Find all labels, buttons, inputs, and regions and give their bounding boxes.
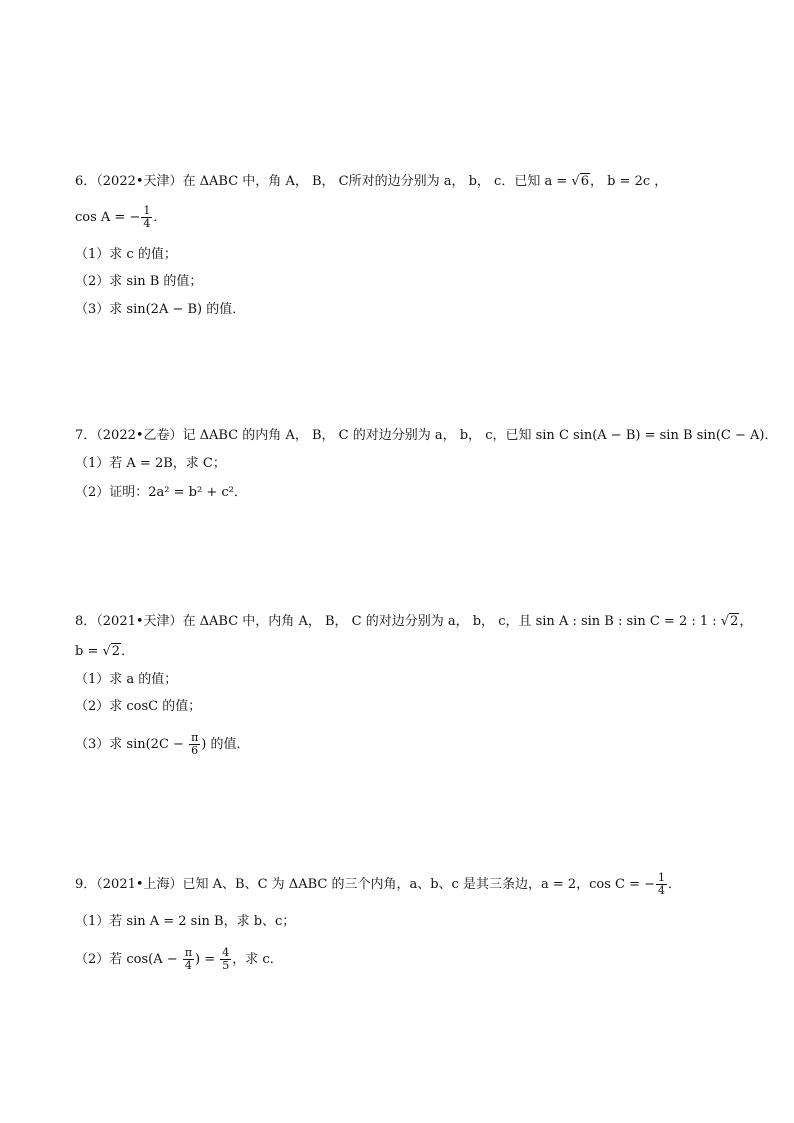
fraction-denominator: 6 (191, 744, 199, 757)
text-segment: （1）求 c 的值； (75, 247, 177, 262)
fraction-denominator: 4 (658, 884, 666, 897)
fraction (656, 872, 667, 897)
problem-line (75, 642, 134, 662)
radical-sign-icon: √ (720, 614, 730, 629)
text-segment: 8．（2021•天津）在 ΔABC 中，内角 A， B， C 的对边分别为 a， b， c，且 sin A : sin B : sin C = 2 : 1 : (75, 614, 721, 629)
text-segment: 6．（2022•天津）在 ΔABC 中，角 A， B， C所对的边分别为 a， b， c．已知 a = (75, 174, 572, 189)
fraction-numerator: 1 (658, 871, 666, 884)
text-segment: cos A = − (75, 210, 141, 225)
text-segment: ) 的值． (201, 737, 250, 752)
text-segment: 7．（2022•乙卷）记 ΔABC 的内角 A， B， C 的对边分别为 a， b， c，已知 sin C sin(A − B) = sin B sin(C − A)． (75, 428, 778, 443)
radical-sign-icon: √ (571, 174, 580, 189)
text-segment: （2）求 sin B 的值； (75, 274, 203, 289)
fraction-denominator: 5 (222, 959, 230, 972)
problem-statement (75, 871, 682, 897)
radicand: 6 (580, 174, 589, 189)
problem-statement (75, 612, 752, 632)
fraction-denominator: 4 (184, 959, 192, 972)
text-segment: ，求 c． (232, 952, 283, 967)
radical-sign-icon: √ (102, 644, 111, 659)
text-segment: （3）求 sin(2C − (75, 737, 189, 752)
fraction (183, 947, 194, 972)
problem-line (75, 912, 295, 932)
problem-line (75, 245, 177, 265)
text-segment: ． (668, 877, 682, 892)
fraction-numerator: 1 (143, 204, 151, 217)
text-segment: （1）若 sin A = 2 sin B，求 b、c； (75, 914, 296, 929)
fraction-numerator: 4 (222, 946, 230, 959)
text-segment: （2）求 cosC 的值； (75, 699, 202, 714)
problem-line (75, 670, 177, 690)
square-root (721, 613, 740, 629)
text-segment: （1）若 A = 2B，求 C； (75, 456, 226, 471)
problem-line (75, 483, 247, 503)
fraction-numerator: π (184, 946, 193, 959)
text-segment: ， b = 2c ， (589, 174, 668, 189)
text-segment: （2）若 cos(A − (75, 952, 182, 967)
text-segment: ． (153, 210, 167, 225)
problem-line (75, 204, 167, 230)
text-segment: ． (121, 644, 135, 659)
fraction-denominator: 4 (143, 217, 151, 230)
square-root (571, 173, 590, 189)
radicand: 2 (111, 644, 121, 659)
problem-statement (75, 172, 667, 192)
text-segment: （2）证明：2a² = b² + c²． (75, 485, 247, 500)
problem-line (75, 300, 245, 320)
text-segment: （3）求 sin(2A − B) 的值． (75, 302, 246, 317)
fraction-numerator: π (191, 731, 199, 744)
text-segment: b = (75, 644, 103, 659)
problem-line (75, 946, 283, 972)
problem-statement (75, 426, 777, 446)
text-segment: （1）求 a 的值； (75, 672, 178, 687)
square-root (102, 643, 121, 659)
fraction (189, 732, 200, 757)
radicand: 2 (730, 614, 739, 629)
problem-line (75, 272, 202, 292)
problem-line (75, 697, 201, 717)
fraction (220, 947, 231, 972)
problem-line (75, 731, 250, 757)
problem-line (75, 454, 226, 474)
fraction (141, 205, 152, 230)
text-segment: 9．（2021•上海）已知 A、B、C 为 ΔABC 的三个内角，a、b、c 是其三条边，a = 2，cos C = − (75, 877, 656, 892)
text-segment: ) = (195, 952, 220, 967)
text-segment: ， (739, 614, 753, 629)
